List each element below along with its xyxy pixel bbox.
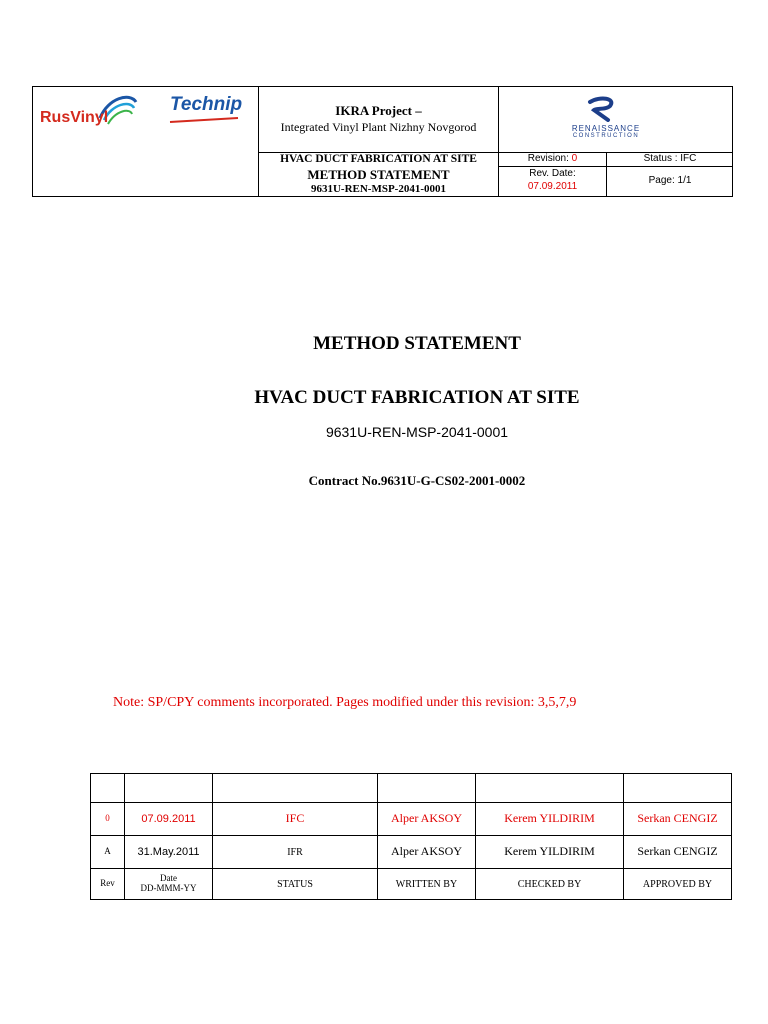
rev-cell: 0 (91, 803, 125, 836)
rusvinyl-logo-text: RusVinyl (40, 109, 109, 126)
technip-logo (168, 94, 248, 128)
document-number: 9631U-REN-MSP-2041-0001 (325, 424, 509, 440)
rev-date-label: Rev. Date: (529, 168, 576, 179)
rev-date-value: 07.09.2011 (527, 181, 578, 192)
written-by-cell: Alper AKSOY (378, 803, 476, 836)
status-cell: IFR (213, 836, 378, 869)
revision-field (499, 153, 606, 164)
written-by-cell: Alper AKSOY (378, 836, 476, 869)
rev-cell: A (91, 836, 125, 869)
footer-written-by: WRITTEN BY (378, 869, 476, 900)
approved-by-cell: Serkan CENGIZ (624, 803, 732, 836)
table-row-blank (91, 774, 732, 803)
status-cell: IFC (213, 803, 378, 836)
project-subtitle: Integrated Vinyl Plant Nizhny Novgorod (280, 120, 477, 134)
footer-status: STATUS (213, 869, 378, 900)
date-cell: 07.09.2011 (125, 803, 213, 836)
revision-value: 0 (571, 153, 578, 164)
footer-date-format: DD-MMM-YY (140, 883, 197, 893)
status-field: Status : IFC (643, 153, 697, 164)
table-row (91, 803, 732, 836)
document-title: METHOD STATEMENT (313, 333, 521, 354)
rusvinyl-logo (38, 92, 148, 136)
doc-title-line2: METHOD STATEMENT (307, 167, 450, 182)
technip-logo-text: Technip (170, 94, 243, 115)
footer-date (125, 869, 213, 900)
doc-title-line1: HVAC DUCT FABRICATION AT SITE (280, 153, 477, 165)
checked-by-cell: Kerem YILDIRIM (476, 836, 624, 869)
footer-checked-by: CHECKED BY (476, 869, 624, 900)
document-subtitle: HVAC DUCT FABRICATION AT SITE (254, 387, 580, 408)
page-field: Page: 1/1 (648, 175, 692, 186)
project-title: IKRA Project – (335, 103, 422, 118)
renaissance-logo-line1: RENAISSANCE (571, 124, 641, 133)
approved-by-cell: Serkan CENGIZ (624, 836, 732, 869)
doc-number-header: 9631U-REN-MSP-2041-0001 (310, 183, 447, 195)
renaissance-logo (556, 96, 656, 144)
date-cell: 31.May.2011 (125, 836, 213, 869)
table-row (91, 836, 732, 869)
checked-by-cell: Kerem YILDIRIM (476, 803, 624, 836)
footer-rev: Rev (91, 869, 125, 900)
renaissance-logo-line2: CONSTRUCTION (572, 133, 640, 139)
revision-note: Note: SP/CPY comments incorporated. Pages modified under this revision: 3,5,7,9 (113, 695, 577, 710)
contract-number: Contract No.9631U-G-CS02-2001-0002 (308, 473, 526, 488)
footer-approved-by: APPROVED BY (624, 869, 732, 900)
footer-date-label: Date (160, 873, 177, 884)
table-footer-row (91, 869, 732, 900)
revision-label: Revision: (527, 153, 572, 164)
revision-table (90, 773, 732, 900)
